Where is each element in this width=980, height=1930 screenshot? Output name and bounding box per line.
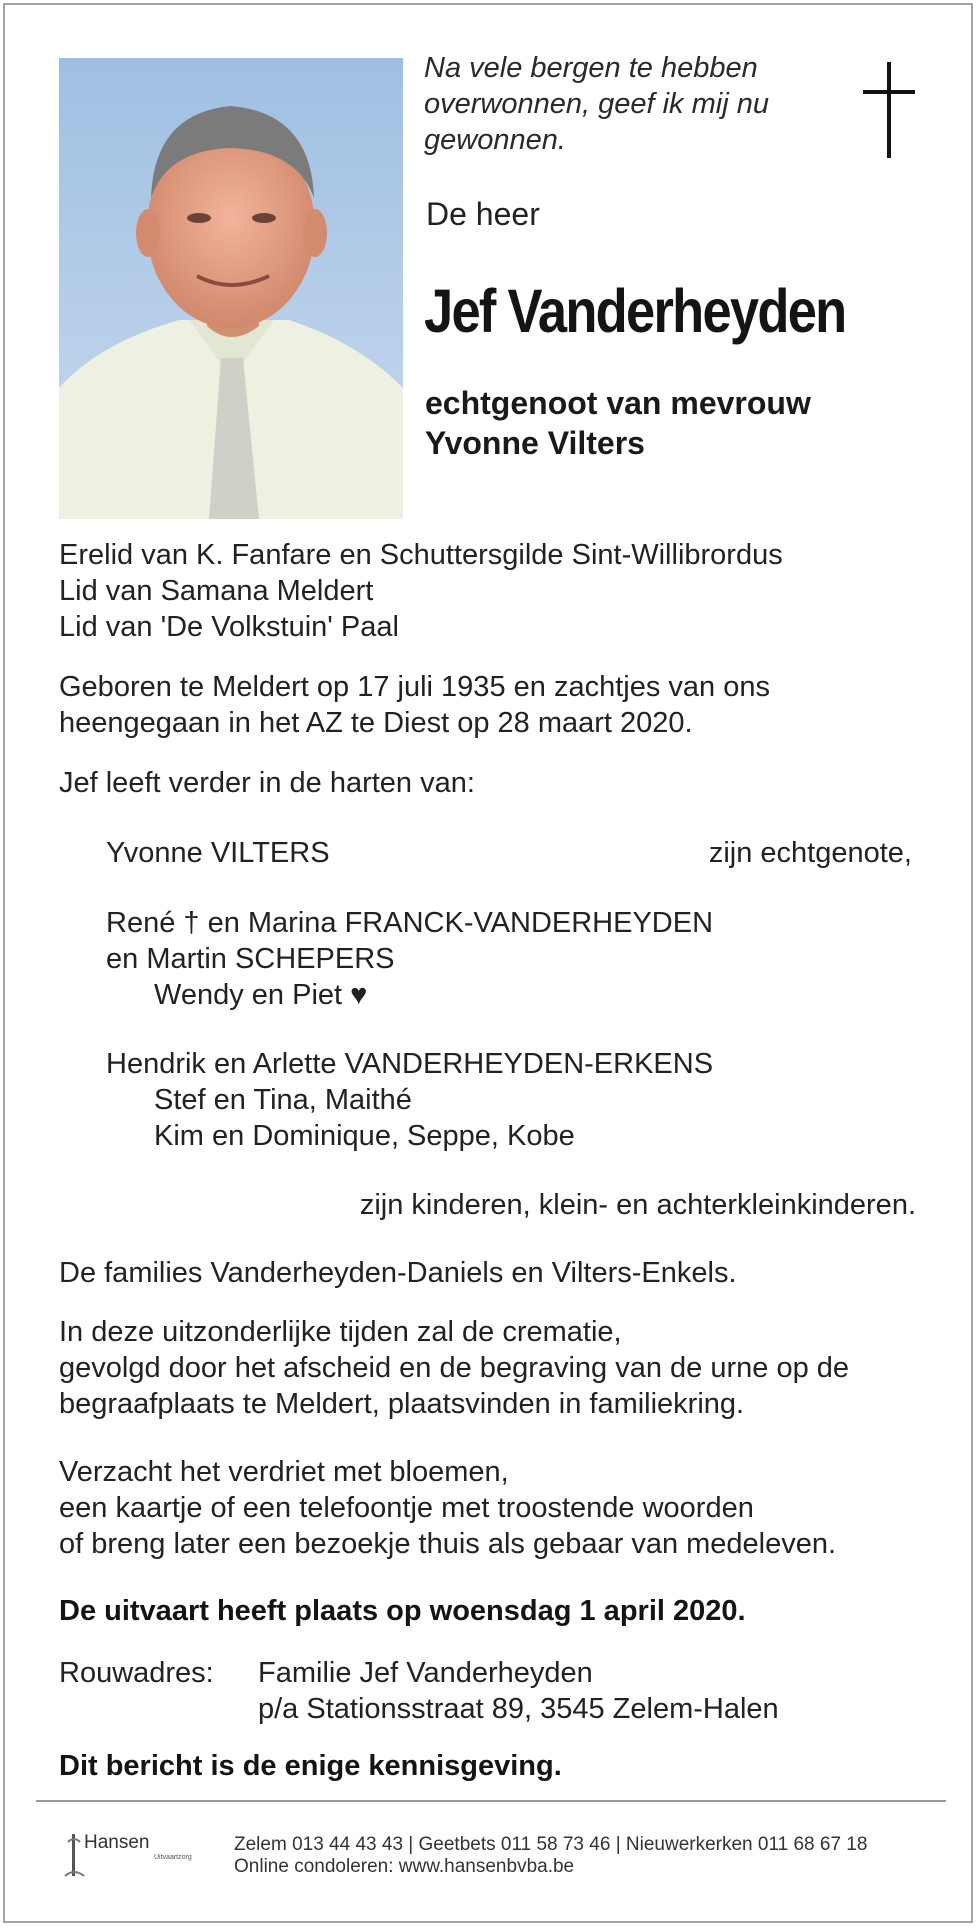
portrait-photo <box>59 58 403 519</box>
lives-on-intro: Jef leeft verder in de harten van: <box>59 767 475 799</box>
poem-line: Na vele bergen te hebben <box>424 52 758 84</box>
funeral-home-logo <box>62 1832 202 1880</box>
family-line: Kim en Dominique, Seppe, Kobe <box>154 1120 575 1152</box>
family-line: Stef en Tina, Maithé <box>154 1084 412 1116</box>
flowers-line: Verzacht het verdriet met bloemen, <box>59 1456 509 1488</box>
memberships <box>59 537 783 645</box>
poem-line: overwonnen, geef ik mij nu <box>424 88 769 120</box>
logo-name: Hansen <box>84 1832 150 1853</box>
spouse-line: Yvonne Vilters <box>425 425 645 461</box>
footer-divider <box>36 1800 946 1802</box>
footer-phones: Zelem 013 44 43 43 | Geetbets 011 58 73 46 | Nieuwerkerken 011 68 67 18 <box>234 1834 868 1855</box>
cremation-line: gevolgd door het afscheid en de begraving van de urne op de <box>59 1352 850 1384</box>
cremation-line: In deze uitzonderlijke tijden zal de crematie, <box>59 1316 622 1348</box>
cremation <box>59 1314 849 1422</box>
family-line: en Martin SCHEPERS <box>106 943 395 975</box>
family-line: Wendy en Piet ♥ <box>154 979 368 1011</box>
footer-contact <box>234 1834 867 1878</box>
family-group-2 <box>106 1046 713 1154</box>
family-line: René † en Marina FRANCK-VANDERHEYDEN <box>106 907 714 939</box>
flowers-line: een kaartje of een telefoontje met troostende woorden <box>59 1492 754 1524</box>
address-line: p/a Stationsstraat 89, 3545 Zelem-Halen <box>258 1693 779 1725</box>
notice: Dit bericht is de enige kennisgeving. <box>59 1750 562 1782</box>
funeral-announcement: De uitvaart heeft plaats op woensdag 1 april 2020. <box>59 1595 746 1627</box>
logo-subtitle: Uitvaartzorg <box>154 1854 192 1861</box>
spouse-line: echtgenoot van mevrouw <box>425 385 811 421</box>
birth-death-line: Geboren te Meldert op 17 juli 1935 en zachtjes van ons <box>59 671 770 703</box>
poem <box>424 50 864 158</box>
footer-online: Online condoleren: www.hansenbvba.be <box>234 1856 575 1877</box>
deceased-name: Jef Vanderheyden <box>424 277 846 345</box>
flowers <box>59 1454 836 1562</box>
cross-icon <box>860 62 920 162</box>
honorific: De heer <box>426 196 540 232</box>
family-spouse-role: zijn echtgenote, <box>708 837 912 869</box>
membership-line: Lid van 'De Volkstuin' Paal <box>59 611 399 643</box>
family-line: Hendrik en Arlette VANDERHEYDEN-ERKENS <box>106 1048 714 1080</box>
family-spouse-name: Yvonne VILTERS <box>106 837 330 869</box>
membership-line: Erelid van K. Fanfare en Schuttersgilde Sint-Willibrordus <box>59 539 783 571</box>
family-role-children: zijn kinderen, klein- en achterkleinkinderen. <box>359 1189 916 1221</box>
membership-line: Lid van Samana Meldert <box>59 575 374 607</box>
address-line: Familie Jef Vanderheyden <box>258 1657 593 1689</box>
spouse-info <box>425 383 811 463</box>
address-label: Rouwadres: <box>59 1657 214 1689</box>
birth-death <box>59 669 770 741</box>
flowers-line: of breng later een bezoekje thuis als gebaar van medeleven. <box>59 1528 837 1560</box>
candle-icon <box>62 1832 86 1878</box>
family-group-1 <box>106 905 713 1013</box>
families: De families Vanderheyden-Daniels en Vilters-Enkels. <box>59 1257 737 1289</box>
birth-death-line: heengegaan in het AZ te Diest op 28 maart 2020. <box>59 707 693 739</box>
cremation-line: begraafplaats te Meldert, plaatsvinden in familiekring. <box>59 1388 745 1420</box>
poem-line: gewonnen. <box>424 124 566 156</box>
